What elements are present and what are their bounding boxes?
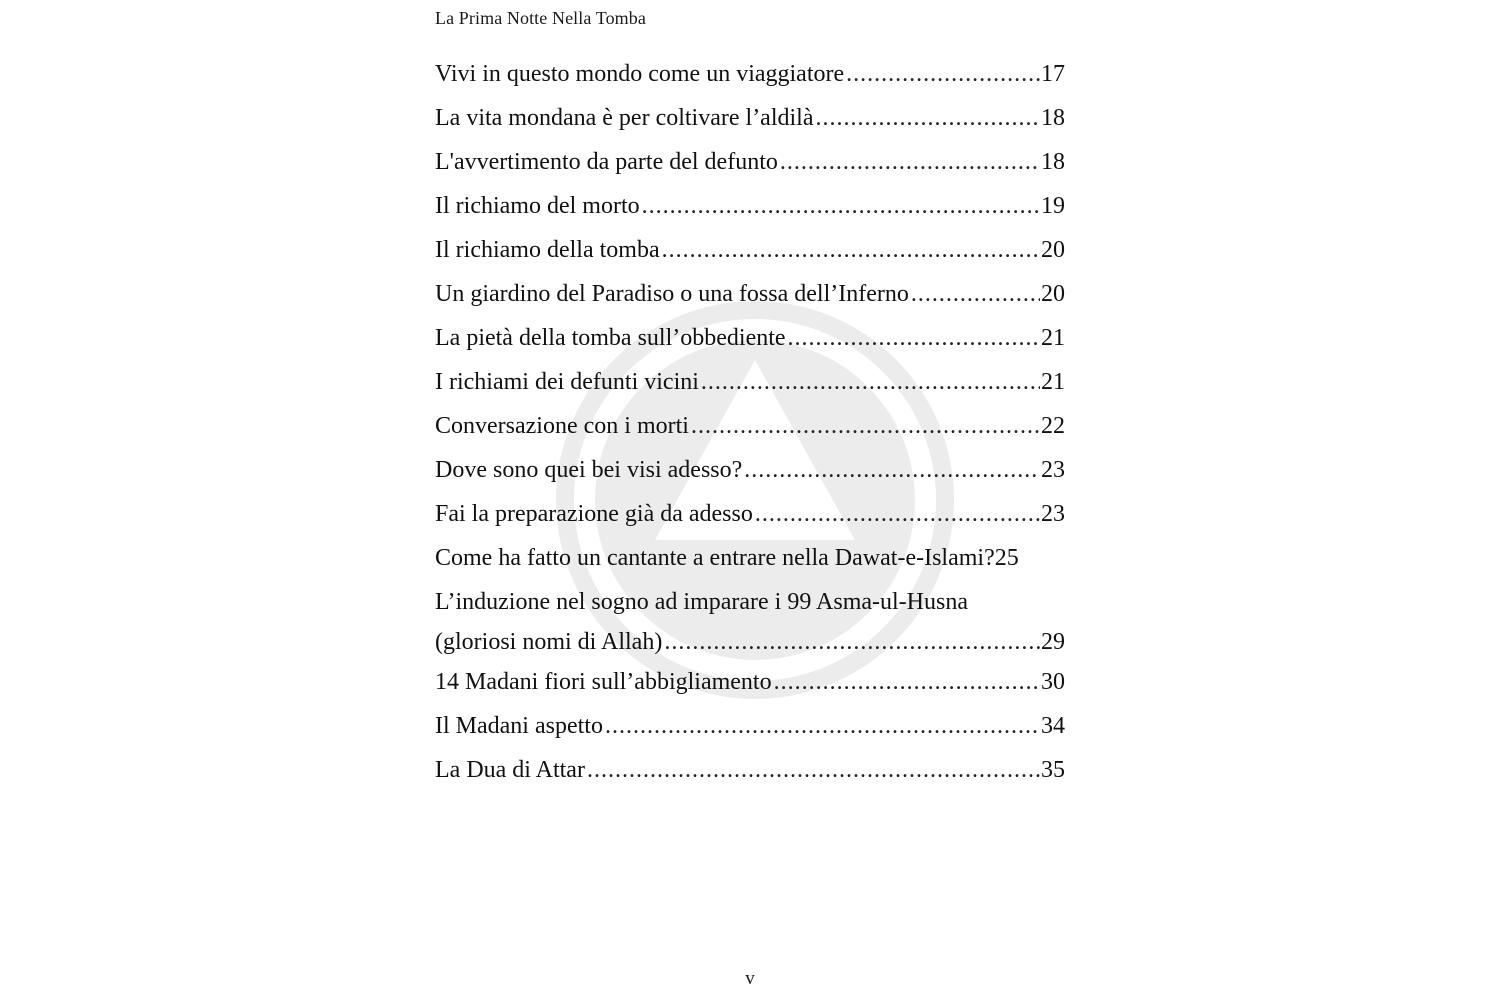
- toc-leader-dots: [846, 52, 1040, 96]
- toc-entry-page: 17: [1041, 61, 1065, 87]
- toc-entry-page: 35: [1041, 757, 1065, 783]
- toc-entry[interactable]: [435, 140, 1065, 184]
- toc-entry-title: Il richiamo del morto: [435, 193, 640, 219]
- toc-leader-dots: [587, 748, 1040, 792]
- toc-leader-dots: [780, 140, 1040, 184]
- toc-entry-title: Dove sono quei bei visi adesso?: [435, 457, 743, 483]
- toc-entry-page: 18: [1041, 149, 1065, 175]
- toc-leader-dots: [605, 704, 1040, 748]
- toc-entry-title: Il richiamo della tomba: [435, 237, 660, 263]
- toc-entry-title-line1: L’induzione nel sogno ad imparare i 99 Asma-ul-Husna: [435, 589, 968, 615]
- toc-entry[interactable]: [435, 580, 1065, 660]
- toc-entry-page: 34: [1041, 713, 1065, 739]
- toc-entry[interactable]: [435, 96, 1065, 140]
- toc-entry-page: 30: [1041, 669, 1065, 695]
- toc-leader-dots: [744, 448, 1040, 492]
- toc-leader-dots: [691, 404, 1040, 448]
- toc-entry[interactable]: [435, 184, 1065, 228]
- toc-entry-title: 14 Madani fiori sull’abbigliamento: [435, 669, 772, 695]
- toc-leader-dots: [774, 660, 1040, 704]
- toc-entry-title: La pietà della tomba sull’obbediente: [435, 325, 786, 351]
- page-number: v: [745, 968, 755, 989]
- toc-entry-title: Il Madani aspetto: [435, 713, 603, 739]
- toc-entry-title: Vivi in questo mondo come un viaggiatore: [435, 61, 845, 87]
- toc-entry[interactable]: [435, 360, 1065, 404]
- table-of-contents: [435, 52, 1065, 792]
- toc-entry[interactable]: [435, 536, 1065, 580]
- toc-entry-title: Conversazione con i morti: [435, 413, 689, 439]
- toc-leader-dots: [642, 184, 1040, 228]
- toc-entry[interactable]: [435, 660, 1065, 704]
- toc-leader-dots: [788, 316, 1040, 360]
- toc-entry-page: 20: [1041, 281, 1065, 307]
- toc-entry-page: 20: [1041, 237, 1065, 263]
- toc-entry-title: Come ha fatto un cantante a entrare nella Dawat-e-Islami?: [435, 545, 995, 571]
- toc-entry[interactable]: [435, 492, 1065, 536]
- toc-entry-title: I richiami dei defunti vicini: [435, 369, 699, 395]
- toc-leader-dots: [701, 360, 1040, 404]
- toc-entry[interactable]: [435, 704, 1065, 748]
- toc-entry-page: 23: [1041, 457, 1065, 483]
- toc-entry-title: La vita mondana è per coltivare l’aldilà: [435, 105, 814, 131]
- toc-entry-page: 29: [1041, 629, 1065, 655]
- toc-entry[interactable]: [435, 448, 1065, 492]
- toc-entry-title: Un giardino del Paradiso o una fossa dell’Inferno: [435, 281, 909, 307]
- toc-entry-page: 21: [1041, 369, 1065, 395]
- toc-entry[interactable]: [435, 748, 1065, 792]
- toc-entry-page: 22: [1041, 413, 1065, 439]
- toc-leader-dots: [664, 624, 1040, 660]
- toc-entry[interactable]: [435, 272, 1065, 316]
- toc-entry-title-line2: (gloriosi nomi di Allah): [435, 629, 663, 655]
- toc-entry[interactable]: [435, 316, 1065, 360]
- toc-entry-page: 25: [994, 545, 1019, 571]
- toc-leader-dots: [816, 96, 1041, 140]
- toc-leader-dots: [911, 272, 1040, 316]
- toc-leader-dots: [662, 228, 1040, 272]
- toc-entry-page: 23: [1041, 501, 1065, 527]
- toc-entry-line2: [435, 624, 1065, 660]
- toc-entry-page: 19: [1041, 193, 1065, 219]
- toc-entry-page: 21: [1041, 325, 1065, 351]
- toc-entry-title: Fai la preparazione già da adesso: [435, 501, 753, 527]
- toc-entry[interactable]: [435, 52, 1065, 96]
- toc-leader-dots: [755, 492, 1040, 536]
- toc-entry[interactable]: [435, 228, 1065, 272]
- toc-entry-title: L'avvertimento da parte del defunto: [435, 149, 778, 175]
- running-head: La Prima Notte Nella Tomba: [435, 8, 646, 28]
- toc-entry[interactable]: [435, 404, 1065, 448]
- toc-entry-page: 18: [1041, 105, 1065, 131]
- toc-entry-title: La Dua di Attar: [435, 757, 585, 783]
